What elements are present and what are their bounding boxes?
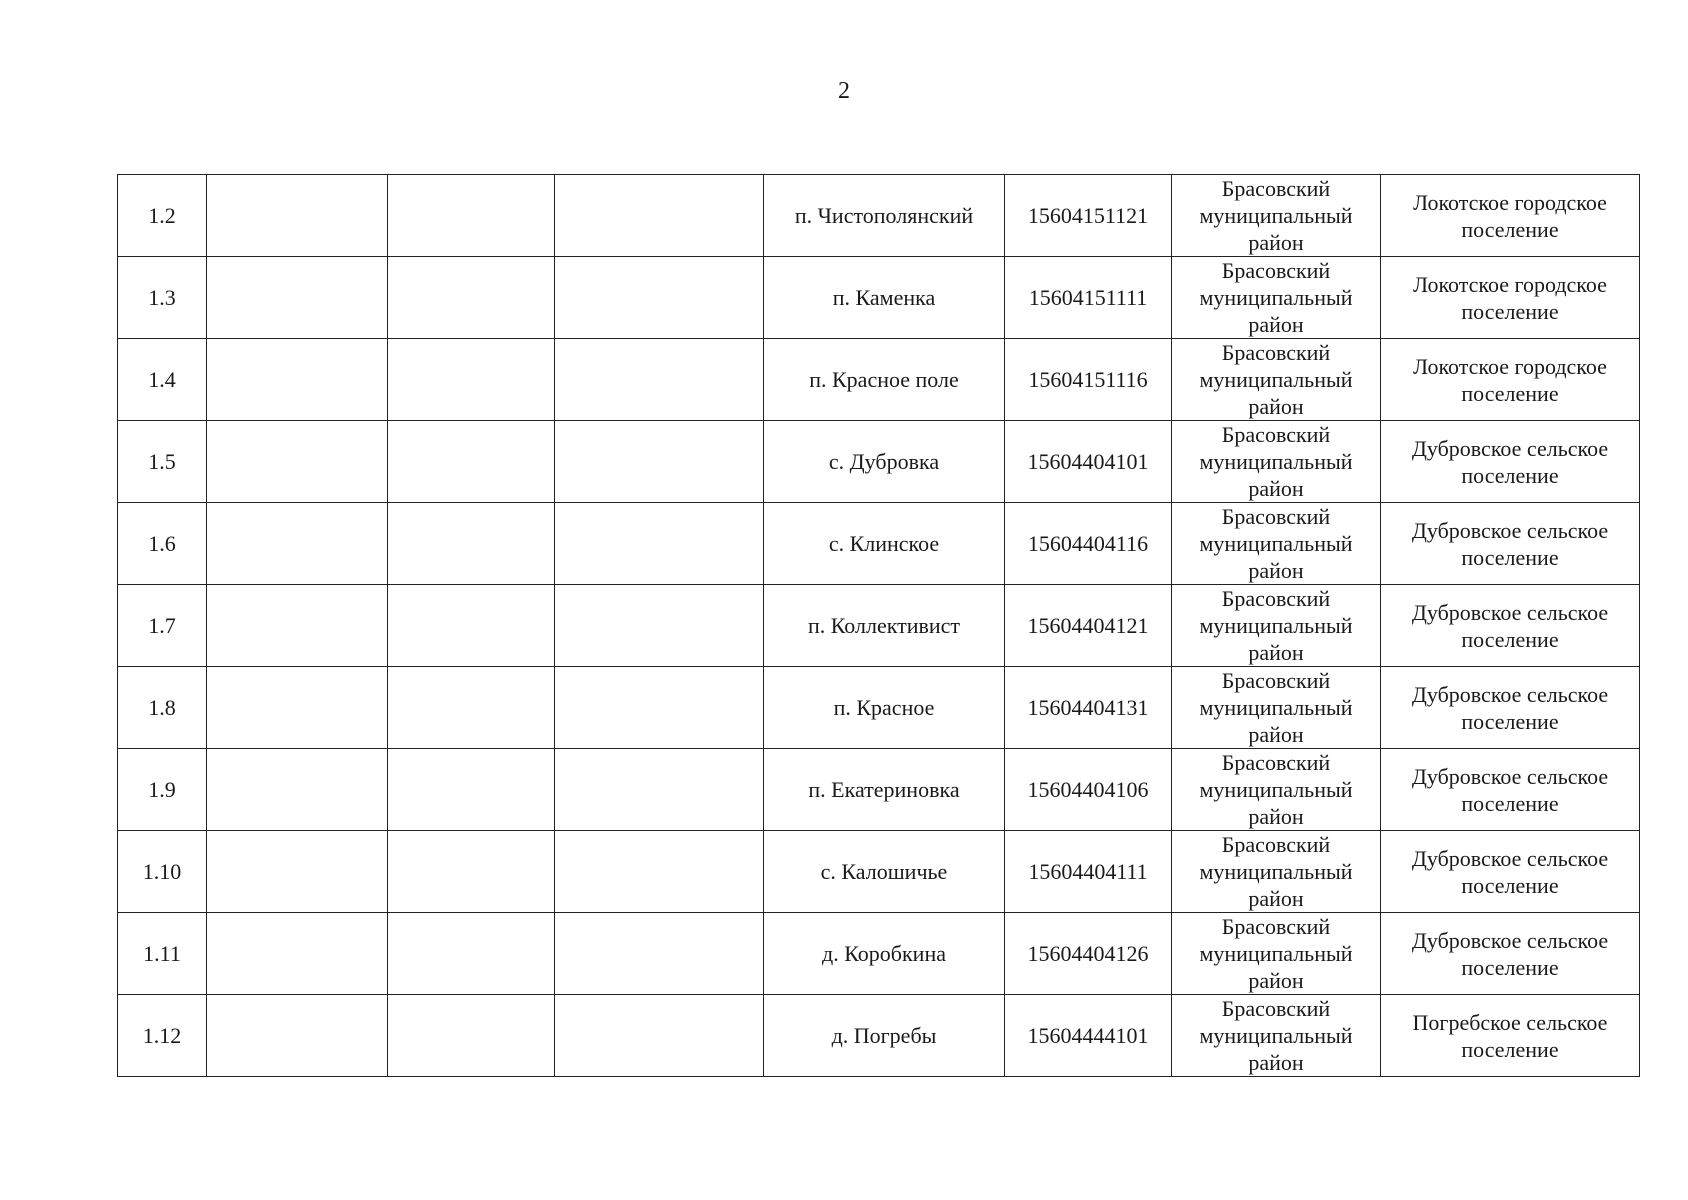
district-cell: [1172, 749, 1381, 831]
empty-cell: [388, 257, 555, 339]
oktmo-code-cell: 15604404101: [1005, 421, 1172, 503]
district-line: Брасовский: [1221, 422, 1331, 447]
district-cell: [1172, 913, 1381, 995]
empty-cell: [207, 667, 388, 749]
settlement-cell: [1381, 585, 1640, 667]
empty-cell: [555, 585, 764, 667]
empty-cell: [388, 667, 555, 749]
district-line: муниципальный: [1199, 941, 1353, 966]
table-row: [118, 913, 1640, 995]
district-line: Брасовский: [1221, 996, 1331, 1021]
settlement-line: поселение: [1461, 708, 1559, 734]
row-number-cell: 1.4: [118, 339, 207, 421]
row-number-cell: 1.9: [118, 749, 207, 831]
district-line: муниципальный: [1199, 367, 1353, 392]
district-line: муниципальный: [1199, 695, 1353, 720]
empty-cell: [207, 339, 388, 421]
district-line: район: [1248, 558, 1304, 583]
empty-cell: [388, 421, 555, 503]
empty-cell: [555, 257, 764, 339]
settlement-line: Дубровское сельское: [1411, 599, 1609, 625]
empty-cell: [207, 257, 388, 339]
empty-cell: [388, 995, 555, 1077]
district-line: муниципальный: [1199, 531, 1353, 556]
settlement-cell: [1381, 667, 1640, 749]
empty-cell: [388, 831, 555, 913]
empty-cell: [555, 175, 764, 257]
settlement-cell: [1381, 175, 1640, 257]
district-line: Брасовский: [1221, 176, 1331, 201]
district-line: район: [1248, 804, 1304, 829]
settlement-cell: [1381, 995, 1640, 1077]
locality-cell: с. Калошичье: [764, 831, 1005, 913]
settlement-line: Дубровское сельское: [1411, 517, 1609, 543]
district-cell: [1172, 831, 1381, 913]
district-line: муниципальный: [1199, 285, 1353, 310]
empty-cell: [555, 339, 764, 421]
oktmo-code-cell: 15604151116: [1005, 339, 1172, 421]
settlement-line: поселение: [1461, 1036, 1559, 1062]
page-number: 2: [838, 78, 850, 104]
locality-cell: с. Дубровка: [764, 421, 1005, 503]
settlement-line: Локотское городское: [1413, 189, 1607, 215]
settlement-line: Дубровское сельское: [1411, 681, 1609, 707]
district-line: муниципальный: [1199, 203, 1353, 228]
empty-cell: [388, 339, 555, 421]
district-line: муниципальный: [1199, 613, 1353, 638]
oktmo-code-cell: 15604404121: [1005, 585, 1172, 667]
district-cell: [1172, 175, 1381, 257]
row-number-cell: 1.10: [118, 831, 207, 913]
table-row: [118, 749, 1640, 831]
district-line: муниципальный: [1199, 449, 1353, 474]
oktmo-code-cell: 15604151111: [1005, 257, 1172, 339]
settlement-cell: [1381, 831, 1640, 913]
district-line: муниципальный: [1199, 1023, 1353, 1048]
district-cell: [1172, 585, 1381, 667]
district-cell: [1172, 339, 1381, 421]
oktmo-code-cell: 15604151121: [1005, 175, 1172, 257]
table-body: [118, 175, 1640, 1077]
empty-cell: [207, 175, 388, 257]
settlement-line: Дубровское сельское: [1411, 435, 1609, 461]
district-line: район: [1248, 394, 1304, 419]
locality-cell: п. Красное поле: [764, 339, 1005, 421]
district-line: район: [1248, 230, 1304, 255]
district-line: Брасовский: [1221, 668, 1331, 693]
row-number-cell: 1.11: [118, 913, 207, 995]
empty-cell: [555, 831, 764, 913]
settlement-line: поселение: [1461, 954, 1559, 980]
oktmo-code-cell: 15604404106: [1005, 749, 1172, 831]
settlement-cell: [1381, 749, 1640, 831]
settlement-line: поселение: [1461, 626, 1559, 652]
locality-cell: д. Погребы: [764, 995, 1005, 1077]
locality-cell: п. Чистополянский: [764, 175, 1005, 257]
empty-cell: [388, 503, 555, 585]
table-row: [118, 585, 1640, 667]
district-cell: [1172, 421, 1381, 503]
empty-cell: [388, 749, 555, 831]
row-number-cell: 1.2: [118, 175, 207, 257]
district-line: Брасовский: [1221, 914, 1331, 939]
row-number-cell: 1.7: [118, 585, 207, 667]
district-line: Брасовский: [1221, 340, 1331, 365]
locality-cell: с. Клинское: [764, 503, 1005, 585]
oktmo-code-cell: 15604444101: [1005, 995, 1172, 1077]
settlement-line: поселение: [1461, 462, 1559, 488]
settlement-line: Дубровское сельское: [1411, 927, 1609, 953]
empty-cell: [555, 421, 764, 503]
locality-cell: п. Коллективист: [764, 585, 1005, 667]
settlements-table: [117, 174, 1640, 1077]
settlement-cell: [1381, 503, 1640, 585]
district-line: район: [1248, 886, 1304, 911]
empty-cell: [207, 503, 388, 585]
district-line: Брасовский: [1221, 832, 1331, 857]
table-row: [118, 421, 1640, 503]
empty-cell: [207, 421, 388, 503]
oktmo-code-cell: 15604404131: [1005, 667, 1172, 749]
district-line: район: [1248, 1050, 1304, 1075]
district-cell: [1172, 503, 1381, 585]
table-row: [118, 503, 1640, 585]
empty-cell: [555, 749, 764, 831]
district-line: район: [1248, 312, 1304, 337]
empty-cell: [555, 995, 764, 1077]
empty-cell: [388, 175, 555, 257]
empty-cell: [555, 667, 764, 749]
settlement-line: поселение: [1461, 216, 1559, 242]
empty-cell: [555, 913, 764, 995]
district-line: район: [1248, 722, 1304, 747]
locality-cell: п. Екатериновка: [764, 749, 1005, 831]
empty-cell: [207, 995, 388, 1077]
settlement-line: поселение: [1461, 544, 1559, 570]
row-number-cell: 1.6: [118, 503, 207, 585]
table-row: [118, 257, 1640, 339]
locality-cell: п. Красное: [764, 667, 1005, 749]
district-line: район: [1248, 968, 1304, 993]
empty-cell: [555, 503, 764, 585]
district-line: муниципальный: [1199, 859, 1353, 884]
district-line: Брасовский: [1221, 258, 1331, 283]
settlement-line: поселение: [1461, 872, 1559, 898]
row-number-cell: 1.12: [118, 995, 207, 1077]
settlement-cell: [1381, 913, 1640, 995]
district-cell: [1172, 995, 1381, 1077]
settlement-line: Локотское городское: [1413, 271, 1607, 297]
row-number-cell: 1.5: [118, 421, 207, 503]
oktmo-code-cell: 15604404116: [1005, 503, 1172, 585]
settlement-line: Дубровское сельское: [1411, 763, 1609, 789]
empty-cell: [207, 585, 388, 667]
locality-cell: п. Каменка: [764, 257, 1005, 339]
empty-cell: [207, 749, 388, 831]
district-cell: [1172, 667, 1381, 749]
settlement-line: Дубровское сельское: [1411, 845, 1609, 871]
settlement-line: Погребское сельское: [1412, 1009, 1608, 1035]
table-row: [118, 667, 1640, 749]
oktmo-code-cell: 15604404111: [1005, 831, 1172, 913]
oktmo-code-cell: 15604404126: [1005, 913, 1172, 995]
district-line: муниципальный: [1199, 777, 1353, 802]
district-line: Брасовский: [1221, 750, 1331, 775]
settlement-line: поселение: [1461, 380, 1559, 406]
district-line: район: [1248, 640, 1304, 665]
settlement-cell: [1381, 421, 1640, 503]
settlement-line: поселение: [1461, 790, 1559, 816]
table-row: [118, 175, 1640, 257]
empty-cell: [207, 913, 388, 995]
district-line: район: [1248, 476, 1304, 501]
table-row: [118, 339, 1640, 421]
district-line: Брасовский: [1221, 504, 1331, 529]
district-line: Брасовский: [1221, 586, 1331, 611]
settlement-cell: [1381, 257, 1640, 339]
table-row: [118, 831, 1640, 913]
settlement-line: Локотское городское: [1413, 353, 1607, 379]
empty-cell: [388, 913, 555, 995]
empty-cell: [388, 585, 555, 667]
settlement-cell: [1381, 339, 1640, 421]
row-number-cell: 1.3: [118, 257, 207, 339]
table-row: [118, 995, 1640, 1077]
row-number-cell: 1.8: [118, 667, 207, 749]
empty-cell: [207, 831, 388, 913]
district-cell: [1172, 257, 1381, 339]
locality-cell: д. Коробкина: [764, 913, 1005, 995]
settlement-line: поселение: [1461, 298, 1559, 324]
